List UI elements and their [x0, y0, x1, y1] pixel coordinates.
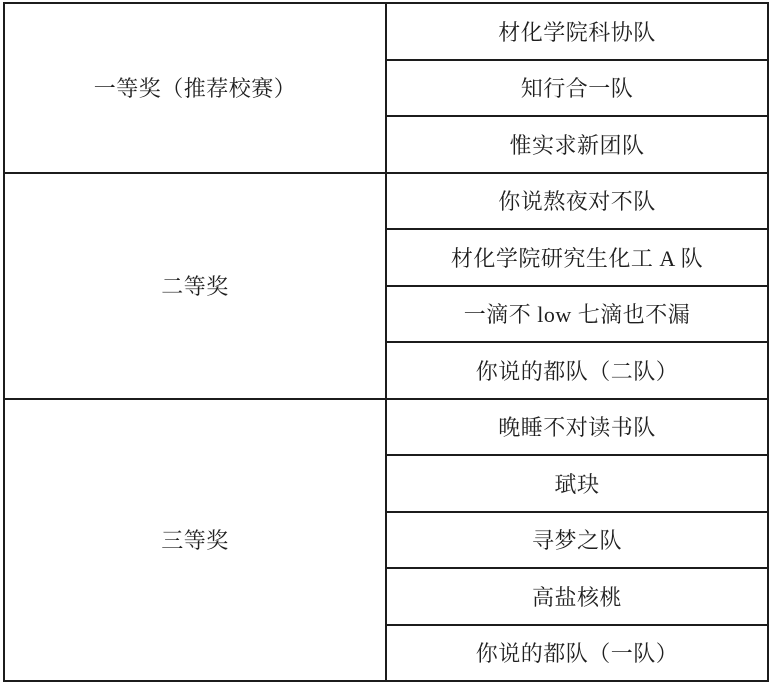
award-table	[3, 2, 769, 682]
team-cell: 你说的都队（一队）	[386, 625, 768, 682]
table-row	[4, 3, 768, 60]
team-cell: 晚睡不对读书队	[386, 399, 768, 456]
team-cell: 一滴不 low 七滴也不漏	[386, 286, 768, 343]
team-cell: 惟实求新团队	[386, 116, 768, 173]
team-cell: 你说的都队（二队）	[386, 342, 768, 399]
team-cell: 材化学院科协队	[386, 3, 768, 60]
table-row	[4, 399, 768, 456]
team-cell: 寻梦之队	[386, 512, 768, 569]
team-cell: 材化学院研究生化工 A 队	[386, 229, 768, 286]
table-row	[4, 173, 768, 230]
team-cell: 高盐核桃	[386, 568, 768, 625]
award-table-body	[4, 3, 768, 681]
award-cell-third-prize: 三等奖	[4, 399, 386, 682]
team-cell: 知行合一队	[386, 60, 768, 117]
team-cell: 珷玦	[386, 455, 768, 512]
team-cell: 你说熬夜对不队	[386, 173, 768, 230]
award-cell-second-prize: 二等奖	[4, 173, 386, 399]
award-cell-first-prize: 一等奖（推荐校赛）	[4, 3, 386, 173]
